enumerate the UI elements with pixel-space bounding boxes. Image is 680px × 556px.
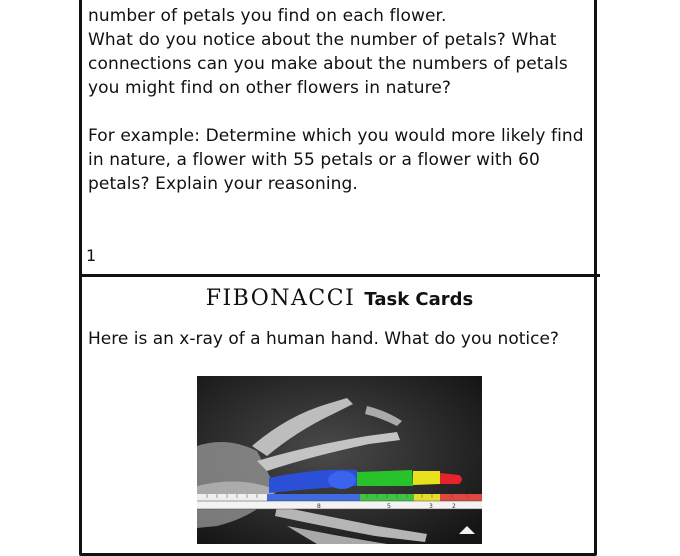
card-2-title xyxy=(79,286,600,311)
ruler-label-5: 5 xyxy=(387,503,391,510)
card-number: 1 xyxy=(86,246,97,265)
card-1-question xyxy=(88,4,593,100)
card-1-example-text: For example: Determine which you would more likely find in nature, a flower with 55 petals or a flower with 60 petals? Explain your reasoning. xyxy=(88,126,584,194)
hand-xray-image xyxy=(197,376,482,544)
ruler-label-3: 3 xyxy=(429,503,433,510)
title-task-cards: Task Cards xyxy=(364,289,474,310)
card-1-partial-line: number of petals you find on each flower. xyxy=(88,6,447,26)
card-1-example xyxy=(88,124,593,196)
ruler-label-8: 8 xyxy=(317,503,321,510)
card-1-question-text: What do you notice about the number of petals? What connections can you make about the numbers of petals you might find on other flowers in nature? xyxy=(88,30,568,98)
card-2-prompt: Here is an x-ray of a human hand. What do you notice? xyxy=(88,329,559,349)
card-divider xyxy=(79,274,600,277)
title-fibonacci: FIBONACCI xyxy=(205,286,356,311)
ruler-label-2: 2 xyxy=(452,503,456,510)
measurement-ruler xyxy=(197,494,482,510)
